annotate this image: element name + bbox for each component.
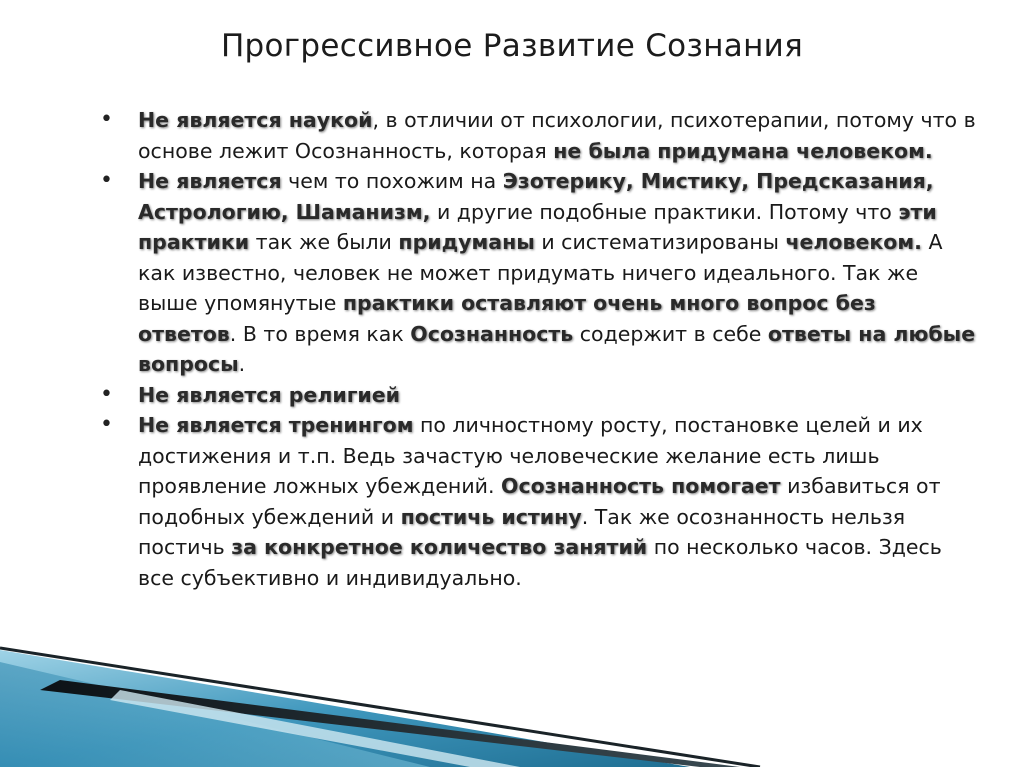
body-text: содержит в себе <box>573 321 768 346</box>
emphasis-text: не была придумана человеком. <box>553 138 933 163</box>
body-text: . <box>238 352 246 376</box>
emphasis-text: Не является религией <box>138 382 401 407</box>
body-text: по несколько часов. Здесь все субъективно и индивидуально. <box>138 535 942 590</box>
body-text: так же были <box>249 230 399 254</box>
bullet-dot: • <box>100 381 113 407</box>
body-text: и другие подобные практики. Потому что <box>430 199 899 224</box>
body-text: , в отличии от психологии, психотерапии, потому что в основе лежит Осознанность, которая <box>138 108 976 163</box>
bullet-dot: • <box>100 412 113 437</box>
bullet-item <box>100 380 980 411</box>
body-text: избавиться от подобных убеждений и <box>138 474 941 529</box>
emphasis-text: практики оставляют очень много вопрос без ответов <box>138 291 876 346</box>
emphasis-text: постичь истину <box>400 504 582 529</box>
emphasis-text: Не является <box>138 169 282 193</box>
bullet-dot: • <box>100 107 113 132</box>
emphasis-text: за конкретное количество занятий <box>231 535 648 559</box>
bullet-item <box>100 105 980 166</box>
emphasis-text: придуманы <box>398 230 535 254</box>
body-text: . В то время как <box>229 321 411 346</box>
emphasis-text: Осознанность помогает <box>501 474 781 498</box>
body-text: по личностному росту, постановке целей и их достижения и т.п. Ведь зачастую человеческие желание есть лишь проявление ложных убеждений. <box>138 413 923 498</box>
emphasis-text: Не является наукой <box>138 108 373 132</box>
body-text: А как известно, человек не может придумать ничего идеального. Так же выше упомянутые <box>138 230 943 315</box>
emphasis-text: Эзотерику, Мистику, Предсказания, Астрологию, Шаманизм, <box>138 169 934 224</box>
bullet-item <box>100 410 980 593</box>
bullet-item <box>100 166 980 380</box>
emphasis-text: эти практики <box>138 199 937 254</box>
body-text: . Так же осознанность нельзя постичь <box>138 504 906 559</box>
body-text: и систематизированы <box>534 230 786 254</box>
emphasis-text: Осознанность <box>410 321 574 346</box>
slide-title: Прогрессивное Развитие Сознания <box>220 28 804 64</box>
emphasis-text: ответы на любые вопросы <box>138 321 976 376</box>
emphasis-text: Не является тренингом <box>138 413 414 437</box>
bullet-dot: • <box>100 168 113 193</box>
body-text: чем то похожим на <box>281 169 503 193</box>
emphasis-text: человеком. <box>785 230 922 254</box>
bullet-list <box>100 105 980 593</box>
